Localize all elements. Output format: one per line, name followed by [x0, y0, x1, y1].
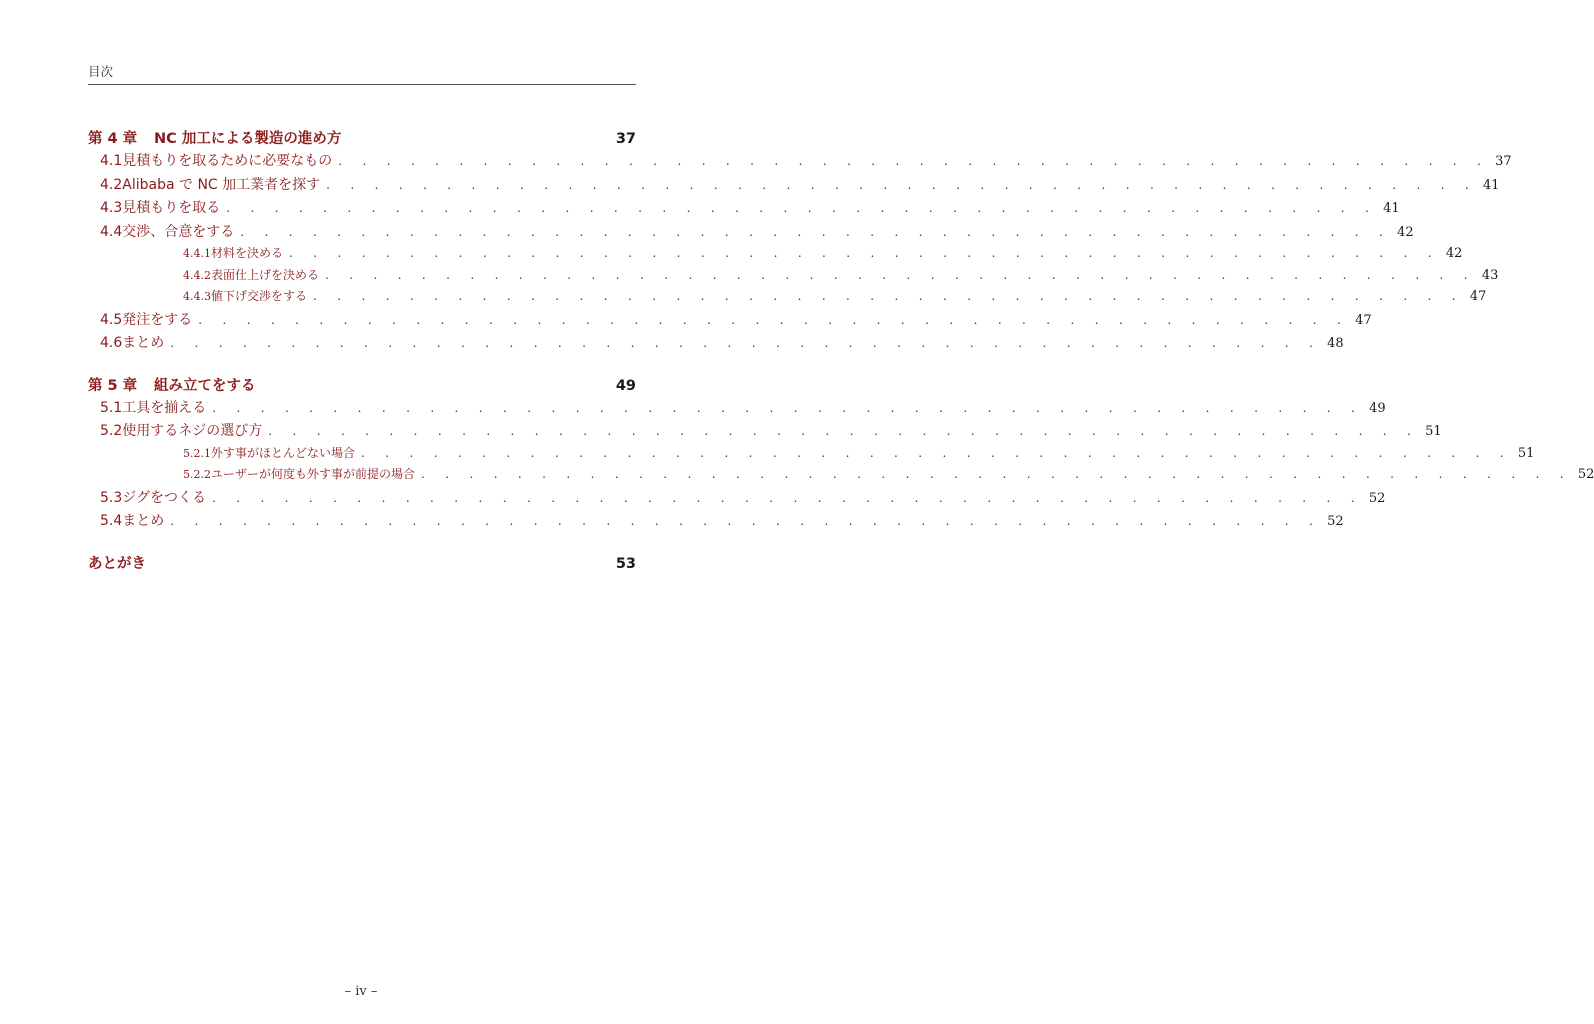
- page-number: 42: [1397, 224, 1414, 240]
- toc-subsection-4-4-3[interactable]: [88, 287, 1487, 309]
- dot-leader: . . . . . . . . . . . . . . . . . . . . . . . . . . . . . . . . . . . . . . . . . . . . . . . .: [326, 177, 1478, 192]
- dot-leader: . . . . . . . . . . . . . . . . . . . . . . . . . . . . . . . . . . . . . . . . . . . . . . . .: [338, 154, 1490, 168]
- page-number: 42: [1445, 246, 1463, 261]
- dot-leader: . . . . . . . . . . . . . . . . . . . . . . . . . . . . . . . . . . . . . . . . . . . . . . . .: [212, 490, 1363, 505]
- page-number: 52: [1327, 514, 1344, 529]
- subsection-title: 材料を決める: [211, 246, 284, 260]
- section-title: ジグをつくる: [122, 489, 206, 506]
- chapter-title: NC 加工による製造の進め方: [154, 131, 342, 147]
- subsection-number: 4.4.2: [183, 268, 211, 282]
- page-number: 37: [615, 131, 636, 147]
- subsection-number: 4.4.1: [183, 247, 211, 260]
- page-number: 41: [1483, 177, 1500, 193]
- page-number: 49: [615, 377, 636, 394]
- toc-afterword[interactable]: [88, 552, 636, 575]
- dot-leader: . . . . . . . . . . . . . . . . . . . . . . . . . . . . . . . . . . . . . . . . . . . . . . . .: [268, 424, 1420, 438]
- dot-leader: . . . . . . . . . . . . . . . . . . . . . . . . . . . . . . . . . . . . . . . . . . . . . . . .: [170, 336, 1322, 350]
- page-number: 48: [1327, 336, 1344, 351]
- dot-leader: . . . . . . . . . . . . . . . . . . . . . . . . . . . . . . . . . . . . . . . . . . . . . . . .: [212, 400, 1364, 415]
- page-number: 53: [615, 555, 636, 572]
- table-of-contents: [88, 127, 1594, 575]
- section-number: 5.1: [100, 399, 123, 416]
- dot-leader: . . . . . . . . . . . . . . . . . . . . . . . . . . . . . . . . . . . . . . . . . . . . . . . .: [226, 201, 1378, 215]
- section-title: 見積もりを取る: [122, 200, 221, 216]
- subsection-title: 外す事がほとんどない場合: [211, 445, 356, 460]
- page-number: 47: [1469, 289, 1487, 304]
- toc-section-4-1[interactable]: [88, 150, 1512, 174]
- section-number: 4.1: [100, 153, 123, 169]
- subsection-title: 表面仕上げを決める: [211, 267, 320, 282]
- toc-subsection-5-2-2[interactable]: [88, 465, 1594, 487]
- toc-section-5-3[interactable]: [88, 487, 1386, 511]
- dot-leader: . . . . . . . . . . . . . . . . . . . . . . . . . . . . . . . . . . . . . . . . . . . . . . . .: [325, 267, 1476, 282]
- toc-subsection-5-2-1[interactable]: [88, 444, 1535, 466]
- dot-leader: . . . . . . . . . . . . . . . . . . . . . . . . . . . . . . . . . . . . . . . . . . . . . . . .: [421, 467, 1572, 481]
- page-number: 51: [1517, 445, 1535, 461]
- section-number: 4.4: [100, 223, 123, 240]
- toc-section-5-1[interactable]: [88, 397, 1386, 421]
- subsection-title: 値下げ交渉をする: [211, 289, 308, 303]
- section-number: 4.3: [100, 200, 123, 216]
- chapter-number: 第 4 章: [88, 131, 138, 147]
- section-number: 4.5: [100, 311, 123, 328]
- toc-section-4-5[interactable]: [88, 309, 1372, 333]
- dot-leader: . . . . . . . . . . . . . . . . . . . . . . . . . . . . . . . . . . . . . . . . . . . . . . . .: [198, 312, 1350, 327]
- dot-leader: . . . . . . . . . . . . . . . . . . . . . . . . . . . . . . . . . . . . . . . . . . . . . . . .: [289, 246, 1440, 260]
- section-title: まとめ: [122, 335, 165, 351]
- dot-leader: . . . . . . . . . . . . . . . . . . . . . . . . . . . . . . . . . . . . . . . . . . . . . . . .: [361, 445, 1512, 460]
- section-title: 工具を揃える: [122, 399, 207, 416]
- page-number: 43: [1481, 267, 1499, 283]
- chapter-title: 組み立てをする: [154, 377, 256, 394]
- page-number: 51: [1425, 424, 1442, 439]
- section-number: 4.2: [100, 176, 123, 193]
- spacer: [88, 356, 636, 374]
- chapter-number: 第 5 章: [88, 377, 138, 394]
- page-number: 47: [1355, 312, 1372, 328]
- toc-section-5-4[interactable]: [88, 510, 1344, 534]
- subsection-number: 5.2.1: [183, 446, 211, 460]
- subsection-number: 5.2.2: [183, 468, 211, 481]
- section-number: 5.2: [100, 423, 123, 439]
- page-number: 37: [1495, 154, 1512, 169]
- section-number: 5.4: [100, 513, 123, 529]
- toc-chapter-4[interactable]: [88, 127, 636, 150]
- toc-section-4-3[interactable]: [88, 197, 1400, 221]
- dot-leader: . . . . . . . . . . . . . . . . . . . . . . . . . . . . . . . . . . . . . . . . . . . . . . . .: [240, 224, 1392, 239]
- page-number: 52: [1577, 467, 1594, 482]
- section-title: まとめ: [122, 513, 165, 529]
- section-title: Alibaba で NC 加工業者を探す: [122, 176, 321, 193]
- toc-section-4-4[interactable]: [88, 221, 1414, 245]
- toc-section-4-6[interactable]: [88, 332, 1344, 356]
- section-number: 5.3: [100, 489, 123, 506]
- section-title: 交渉、合意をする: [122, 223, 235, 240]
- section-number: 4.6: [100, 335, 123, 351]
- afterword-title: あとがき: [88, 555, 146, 572]
- page-footer-number: – iv –: [344, 984, 378, 999]
- spacer: [88, 534, 636, 552]
- page-number: 49: [1369, 400, 1386, 416]
- page-number: 52: [1368, 490, 1386, 506]
- page-number: 41: [1383, 201, 1400, 216]
- toc-subsection-4-4-1[interactable]: [88, 244, 1463, 266]
- running-head: 目次: [88, 62, 636, 85]
- dot-leader: . . . . . . . . . . . . . . . . . . . . . . . . . . . . . . . . . . . . . . . . . . . . . . . .: [313, 289, 1464, 303]
- section-title: 発注をする: [122, 311, 193, 328]
- toc-chapter-5[interactable]: [88, 374, 636, 397]
- subsection-title: ユーザーが何度も外す事が前提の場合: [211, 467, 416, 481]
- toc-section-4-2[interactable]: [88, 174, 1500, 198]
- section-title: 見積もりを取るために必要なもの: [122, 153, 333, 169]
- toc-subsection-4-4-2[interactable]: [88, 266, 1499, 288]
- toc-section-5-2[interactable]: [88, 420, 1442, 444]
- subsection-number: 4.4.3: [183, 290, 211, 303]
- dot-leader: . . . . . . . . . . . . . . . . . . . . . . . . . . . . . . . . . . . . . . . . . . . . . . . .: [170, 514, 1322, 528]
- section-title: 使用するネジの選び方: [122, 423, 263, 439]
